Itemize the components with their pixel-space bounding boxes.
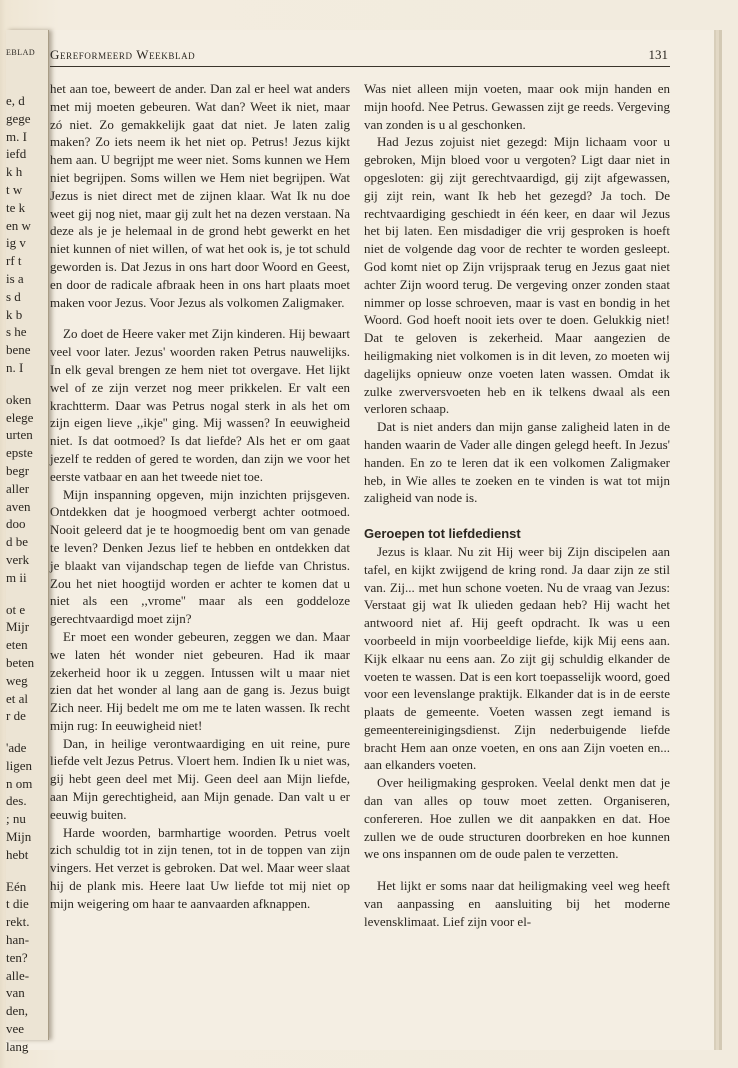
underlying-fragment: vee [6, 1021, 25, 1037]
underlying-fragment: iefd [6, 146, 27, 162]
paragraph: Jezus is klaar. Nu zit Hij weer bij Zijn discipelen aan tafel, en kijkt zwijgend de kring rond. Ja daar zijn ze stil van. Zij... met hun schone voeten. Nu de vraag van Jezus: Verstaat gij wat Ik ulieden gedaan heb? Hij wacht het antwoord niet af. Hij geeft opdracht. Ik was u een voorbeeld in mijn voorbeeldige liefde, kijk Mij eens aan. Kijk elkaar nu eens aan. Zo zijt gij schuldig elkander de voeten te wassen. Dat is een kort toepasselijk woord, goed voor een levenslange praktijk. Elkander dat is in de eerste plaats de gemeente. Voeten wassen zegt iemand is gemeentereinigingsdienst. Zijn nederbuigende liefde bracht Hem aan onze voeten, en ons aan Zijn voeten en... aan elkanders voeten. [364, 543, 670, 773]
underlying-fragment: aven [6, 498, 31, 514]
underlying-fragment: rf t [6, 253, 22, 269]
underlying-fragment: hebt [6, 846, 29, 862]
paragraph: het aan toe, beweert de ander. Dan zal er heel wat anders met mij moeten gebeuren. Wat dan? Weet ik niet, maar zó niet. Zo gemakkelijk gaat dat niet. Je laten zalig maken? Zo iets neem ik het niet op. Petrus! Jezus kijkt hem aan. U begrijpt me weer niet. Soms kunnen we Hem niet begrijpen. Soms willen we Hem niet begrijpen. Wat Jezus is niet direct met de zijnen klaar. Wat Ik nu doe weet gij nog niet, maar gij zult het na dezen verstaan. Na deze als je je helemaal in de grond hebt gewerkt en het niet kunnen of niet willen, of wat het ook is, je tot schuld geworden is. Dat Jezus in ons hart door Woord en Geest, en door de radicale afbraak heen in ons hart plaats moet maken voor Jezus. Voor Jezus als volkomen Zaligmaker. [50, 81, 350, 310]
paragraph: Dat is niet anders dan mijn ganse zaligheid laten in de handen waarin de Vader alle dingen gelegd heeft. In Jezus' handen. En zo te leren dat ik een volkomen Zaligmaker heb, in Wie alles te zoeken en te vinden is wat tot mijn zaligheid van node is. [364, 419, 670, 506]
paragraph: Het lijkt er soms naar dat heiligmaking veel weg heeft van aanpassing en aansluiting bij het moderne levensklimaat. Lief zijn voor el- [364, 878, 670, 929]
underlying-fragment: m. I [6, 128, 27, 144]
right-column [364, 80, 670, 931]
underlying-fragment: r de [6, 708, 26, 724]
underlying-fragment: e, d [6, 93, 25, 108]
underlying-fragment: te k [6, 199, 26, 215]
paragraph: Dan, in heilige verontwaardiging en uit reine, pure liefde velt Jezus Petrus. Vloert hem. Indien Ik u niet was, gij hebt geen deel met Mij. Geen deel aan Mijn liefde, aan Mijn gerechtigheid, aan Mijn genade. Dan valt u er eeuwig buiten. [50, 735, 350, 822]
underlying-fragment: verk [6, 551, 30, 567]
underlying-fragment: ligen [6, 757, 32, 773]
underlying-fragment: lang [6, 1038, 29, 1054]
underlying-fragment: alle- [6, 967, 30, 983]
underlying-fragment: t die [6, 896, 29, 912]
underlying-fragment: van [6, 985, 25, 1001]
fragment-gap [6, 587, 48, 601]
underlying-page-strip [6, 30, 49, 1054]
underlying-fragment: is a [6, 270, 24, 286]
underlying-fragment: des. [6, 793, 27, 809]
underlying-fragment: rekt. [6, 914, 30, 930]
underlying-fragment: ig v [6, 235, 26, 251]
underlying-fragment: s d [6, 288, 21, 304]
underlying-fragment: ; nu [6, 811, 26, 827]
fragment-gap [6, 864, 48, 878]
underlying-fragment: t w [6, 181, 23, 197]
fragment-gap [6, 725, 48, 739]
underlying-fragment: n om [6, 775, 33, 791]
underlying-fragment: urten [6, 427, 33, 443]
publication-title: Gereformeerd Weekblad [50, 47, 196, 62]
fragment-gap [6, 377, 48, 391]
underlying-fragment: begr [6, 462, 30, 478]
paragraph: Er moet een wonder gebeuren, zeggen we dan. Maar we laten hét wonder niet gebeuren. Had ik maar zekerheid hoor ik u zeggen. Intussen wilt u maar niet zien dat het wonder al lang aan de gang is. Jezus buigt Zich neer. Hij bedelt me om me te laten wassen. Ik recht mijn rug: In eeuwigheid niet! [50, 628, 350, 733]
paragraph: Had Jezus zojuist niet gezegd: Mijn lichaam voor u gebroken, Mijn bloed voor u vergoten? Ligt daar niet in opgesloten: gij zijt gerechtvaardigd, gij zijt afgewassen, gij zijt rein, want Ik heb het gezegd? Ja toch. De rechtvaardiging geschiedt in één keer, en daar wil Jezus het bij laten. Een misdadiger die vrij gesproken is hoeft niet de volgende dag voor de rechter te worden gesleept. God komt niet op Zijn vrijspraak terug en Jezus gaat niet achter Zijn woord terug. De vergeving onzer zonden staat nimmer op losse schroeven, maar is vast en bondig in het Woord. God hoeft nooit iets over te doen. Gelukkig niet! Dat te geloven is zekerheid. Maar aangezien de heiligmaking niet volkomen is in dit leven, zo moeten wij dagelijks opnieuw onze voeten laten wassen. Omdat ik zulke zwerversvoeten heb en ik telkens dwaal als een verloren schaap. [364, 134, 670, 417]
paragraph: Zo doet de Heere vaker met Zijn kinderen. Hij bewaart veel voor later. Jezus' woorden raken Petrus nauwelijks. In elk geval brengen ze hem niet tot overgave. Het lijkt wel of ze zijn verzet nog meer prikkelen. Er valt een krachtterm. Daar was Petrus nogal sterk in als het om zijn eigen lieve ,,ikje'' ging. Mij wassen? In eeuwigheid niet. Is dat ootmoed? Is dat liefde? Als het er om gaat jezelf te redden of gered te worden, dan zijn we voor het eerste vatbaar en aan het tweede niet toe. [50, 326, 350, 484]
underlying-fragment: beten [6, 654, 35, 670]
underlying-fragment: 'ade [6, 740, 27, 756]
underlying-fragment: k b [6, 306, 23, 322]
underlying-fragment: doo [6, 516, 26, 532]
paragraph: Harde woorden, barmhartige woorden. Petrus voelt zich schuldig tot in zijn tenen, tot in de toppen van zijn vingers. Het verzet is gebroken. Dat wel. Maar weer slaat hij de plank mis. Heere laat Uw liefde tot mij niet op mijn weigering om haar te aanvaarden afknappen. [50, 824, 350, 911]
underlying-fragment: k h [6, 164, 23, 180]
page-number: 131 [648, 47, 668, 62]
paragraph: Mijn inspanning opgeven, mijn inzichten prijsgeven. Ontdekken dat je hoogmoed verbergt achter ootmoed. Nooit geleerd dat je te hoogmoedig bent om van genade te leven? Denken Jezus lief te hebben en ontdekken dat je blaakt van vijandschap tegen de liefde van Christus. Zou het niet hoogtijd worden er achter te komen dat u niet als een ,,vrome'' maar als een goddeloze gerechtvaardigd moet zijn? [50, 486, 350, 627]
underlying-fragment: ot e [6, 601, 26, 617]
underlying-fragment: en w [6, 217, 31, 233]
underlying-fragment: oken [6, 391, 32, 407]
underlying-fragment: Mijn [6, 829, 32, 845]
underlying-fragment: bene [6, 342, 31, 358]
underlying-fragment: weg [6, 672, 28, 688]
paragraph: Was niet alleen mijn voeten, maar ook mijn handen en mijn hoofd. Nee Petrus. Gewassen zijt ge reeds. Vergeving van zonden is u al geschonken. [364, 81, 670, 132]
underlying-page-fragments [6, 92, 48, 1056]
underlying-fragment: gege [6, 110, 31, 126]
underlying-fragment: elege [6, 409, 34, 425]
underlying-fragment: eten [6, 637, 28, 653]
underlying-fragment: den, [6, 1003, 29, 1019]
underlying-page-header: eblad [6, 44, 36, 58]
underlying-fragment: n. I [6, 359, 24, 375]
running-header [50, 44, 670, 67]
underlying-fragment: Eén [6, 878, 27, 894]
underlying-fragment: et al [6, 690, 29, 706]
section-heading: Geroepen tot liefdedienst [364, 526, 521, 542]
left-column [50, 80, 350, 913]
underlying-fragment: ten? [6, 949, 28, 965]
underlying-fragment: han- [6, 932, 30, 948]
underlying-fragment: epste [6, 445, 33, 461]
underlying-fragment: s he [6, 324, 27, 340]
underlying-fragment: Mijr [6, 619, 30, 635]
paragraph: Over heiligmaking gesproken. Veelal denkt men dat je dan van alles op touw moet zetten. Organiseren, confereren. Hoe zullen we dit aanpakken en dat. Hoe zullen we de oude structuren doorbreken en hoe kunnen we ons inspannen om de oude palen te verzetten. [364, 775, 670, 862]
underlying-fragment: d be [6, 534, 29, 550]
underlying-fragment: aller [6, 480, 30, 496]
underlying-fragment: m ii [6, 569, 27, 585]
